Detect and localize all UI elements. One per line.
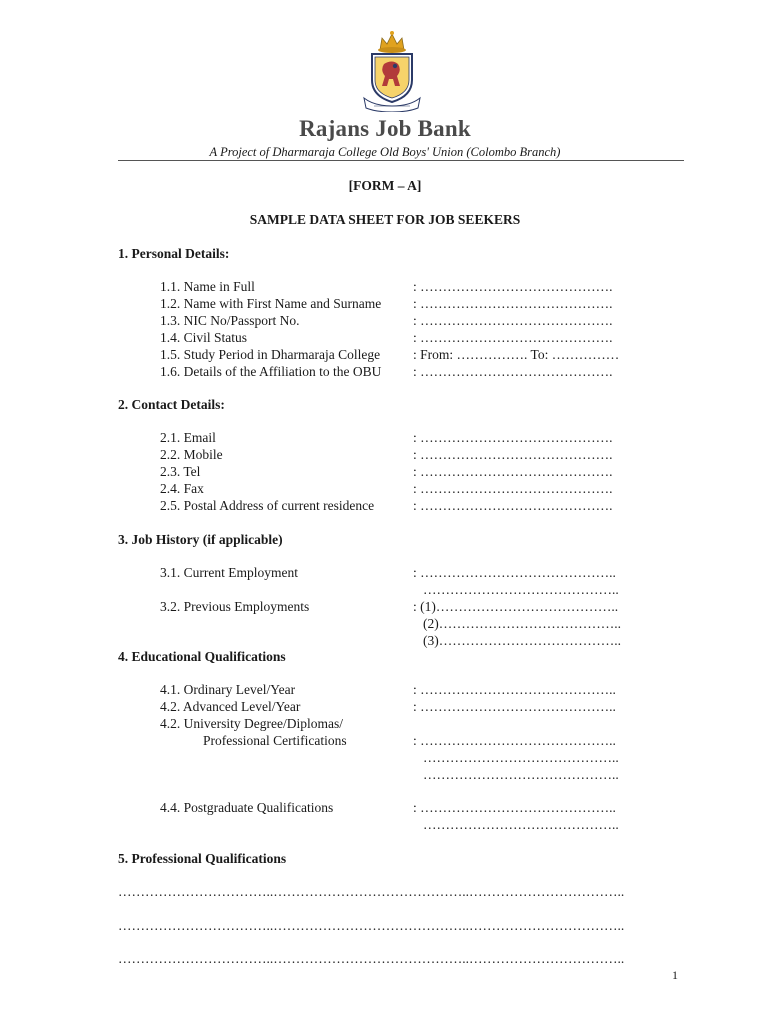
fill-line[interactable]: ……………………………..……………………………………..…………………………….. [118, 884, 625, 899]
section-heading-contact: 2. Contact Details: [118, 397, 225, 412]
section-heading-personal: 1. Personal Details: [118, 246, 230, 261]
field-label: 1.2. Name with First Name and Surname [160, 296, 382, 311]
field-label: 4.2. Advanced Level/Year [160, 699, 301, 714]
org-name: Rajans Job Bank [299, 116, 471, 141]
field-value[interactable]: : From: ……………. To: …………… [413, 347, 620, 362]
field-label: Professional Certifications [203, 733, 347, 748]
field-label: 2.5. Postal Address of current residence [160, 498, 375, 513]
field-label: 2.2. Mobile [160, 447, 223, 462]
fill-line[interactable]: ……………………………..……………………………………..…………………………….. [118, 918, 625, 933]
field-value[interactable]: : ……………………………………. [413, 279, 613, 294]
field-label: 4.1. Ordinary Level/Year [160, 682, 296, 697]
field-value[interactable]: : ……………………………………. [413, 481, 613, 496]
field-value-continued[interactable]: …………………………………….. [423, 750, 619, 765]
field-value-continued[interactable]: (3)………………………………….. [423, 633, 621, 648]
field-label: 2.1. Email [160, 430, 216, 445]
field-value[interactable]: : …………………………………….. [413, 800, 616, 815]
header-divider [118, 160, 684, 161]
field-label: 3.1. Current Employment [160, 565, 298, 580]
field-value[interactable]: : ……………………………………. [413, 364, 613, 379]
field-value[interactable]: : …………………………………….. [413, 733, 616, 748]
field-label: 1.1. Name in Full [160, 279, 255, 294]
field-value[interactable]: : ……………………………………. [413, 296, 613, 311]
field-label: 1.5. Study Period in Dharmaraja College [160, 347, 381, 362]
field-value-continued[interactable]: (2)………………………………….. [423, 616, 621, 631]
field-value[interactable]: : …………………………………….. [413, 565, 616, 580]
field-value[interactable]: : ……………………………………. [413, 498, 613, 513]
field-value[interactable]: : …………………………………….. [413, 682, 616, 697]
field-value[interactable]: : ……………………………………. [413, 464, 613, 479]
field-label: 1.6. Details of the Affiliation to the OBU [160, 364, 382, 379]
field-value[interactable]: : ……………………………………. [413, 313, 613, 328]
form-code: [FORM – A] [348, 178, 422, 193]
section-heading-job-history: 3. Job History (if applicable) [118, 532, 283, 547]
field-value[interactable]: : ……………………………………. [413, 447, 613, 462]
field-value[interactable]: : …………………………………….. [413, 699, 616, 714]
field-label: 2.4. Fax [160, 481, 204, 496]
college-crest-icon [352, 28, 432, 112]
field-value-continued[interactable]: …………………………………….. [423, 817, 619, 832]
field-label: 1.4. Civil Status [160, 330, 248, 345]
fill-line[interactable]: ……………………………..……………………………………..…………………………….. [118, 951, 625, 966]
field-value[interactable]: : (1)………………………………….. [413, 599, 619, 614]
section-heading-education: 4. Educational Qualifications [118, 649, 286, 664]
field-value[interactable]: : ……………………………………. [413, 330, 613, 345]
field-label: 3.2. Previous Employments [160, 599, 310, 614]
field-label: 4.2. University Degree/Diplomas/ [160, 716, 343, 731]
section-heading-professional: 5. Professional Qualifications [118, 851, 287, 866]
form-title: SAMPLE DATA SHEET FOR JOB SEEKERS [249, 212, 521, 227]
field-value-continued[interactable]: …………………………………….. [423, 767, 619, 782]
org-subtitle: A Project of Dharmaraja College Old Boys' Union (Colombo Branch) [209, 145, 561, 159]
field-label: 2.3. Tel [160, 464, 201, 479]
page-number: 1 [672, 968, 678, 982]
field-value[interactable]: : ……………………………………. [413, 430, 613, 445]
field-label: 1.3. NIC No/Passport No. [160, 313, 300, 328]
field-value-continued[interactable]: …………………………………….. [423, 582, 619, 597]
field-label: 4.4. Postgraduate Qualifications [160, 800, 334, 815]
